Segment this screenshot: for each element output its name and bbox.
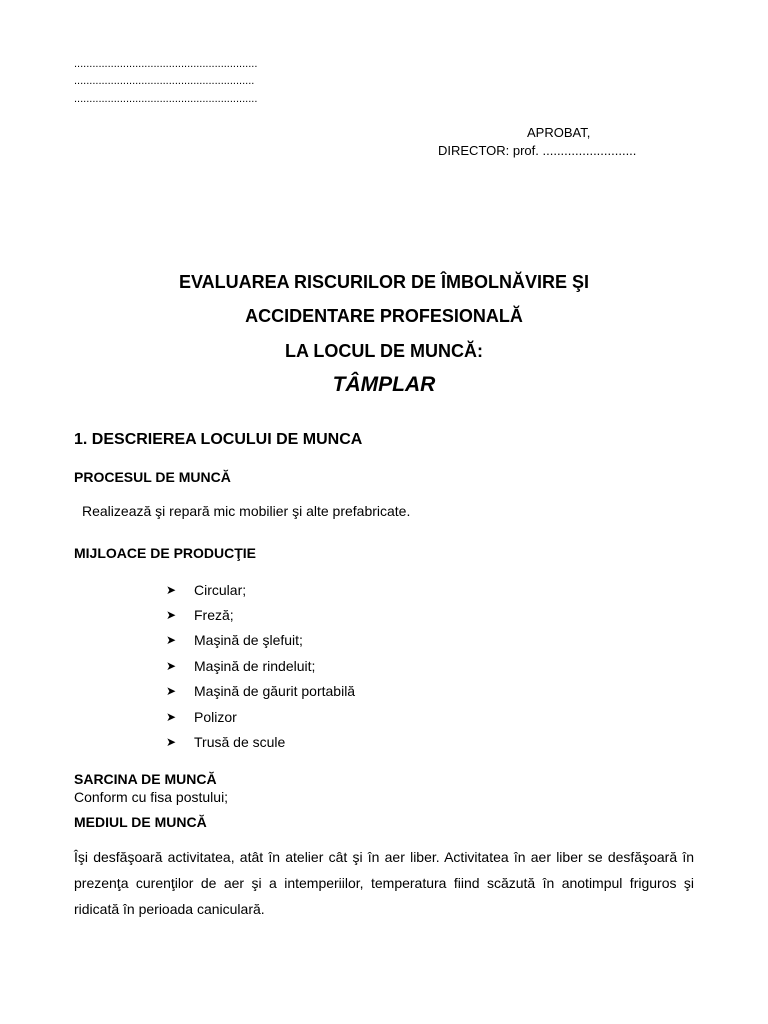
- section-heading: 1. DESCRIEREA LOCULUI DE MUNCA: [74, 431, 363, 448]
- process-text: Realizează şi repară mic mobilier şi alte prefabricate.: [82, 503, 411, 519]
- list-item-label: Trusă de scule: [194, 734, 286, 751]
- document-title-line-1: EVALUAREA RISCURILOR DE ÎMBOLNĂVIRE ŞI: [178, 272, 590, 292]
- signature-dot-line-1: ............................................................: [74, 58, 258, 70]
- director-label: DIRECTOR: prof. ..........................: [438, 143, 637, 158]
- task-text: Conform cu fisa postului;: [74, 789, 229, 805]
- list-item-label: Circular;: [194, 581, 247, 598]
- environment-paragraph: [74, 844, 694, 922]
- list-item: [166, 729, 355, 754]
- signature-dot-line-3: ............................................................: [74, 93, 258, 105]
- signature-dot-line-2: ...........................................................: [74, 75, 255, 87]
- arrowhead-bullet-icon: ➤: [166, 582, 177, 597]
- process-heading: PROCESUL DE MUNCĂ: [74, 469, 231, 485]
- environment-heading: MEDIUL DE MUNCĂ: [74, 814, 207, 830]
- arrowhead-bullet-icon: ➤: [166, 658, 177, 673]
- list-item: [166, 602, 355, 627]
- means-heading: MIJLOACE DE PRODUCŢIE: [74, 545, 257, 561]
- list-item-label: Maşină de rindeluit;: [194, 657, 316, 674]
- list-item: [166, 628, 355, 653]
- document-title-line-2: ACCIDENTARE PROFESIONALĂ: [245, 306, 523, 326]
- list-item: [166, 577, 355, 602]
- arrowhead-bullet-icon: ➤: [166, 608, 177, 623]
- list-item: [166, 679, 355, 704]
- job-title: TÂMPLAR: [332, 373, 436, 396]
- approved-label: APROBAT,: [527, 125, 591, 140]
- document-title-line-3: LA LOCUL DE MUNCĂ:: [285, 341, 483, 361]
- task-heading: SARCINA DE MUNCĂ: [74, 771, 217, 787]
- list-item-label: Maşină de şlefuit;: [194, 632, 303, 649]
- list-item-label: Polizor: [194, 708, 237, 725]
- arrowhead-bullet-icon: ➤: [166, 633, 177, 648]
- environment-text: Îşi desfăşoară activitatea, atât în atelier cât şi în aer liber. Activitatea în aer liber se desfăşoară în prezenţa curenţilor de aer şi a intemperiilor, temperatura fiind scăzută în anotimpul friguros şi ridicată în perioada caniculară.: [74, 849, 694, 917]
- list-item: [166, 704, 355, 729]
- list-item-label: Freză;: [194, 607, 234, 624]
- arrowhead-bullet-icon: ➤: [166, 709, 177, 724]
- list-item: [166, 653, 355, 678]
- arrowhead-bullet-icon: ➤: [166, 684, 177, 699]
- equipment-list: [166, 577, 355, 755]
- list-item-label: Maşină de găurit portabilă: [194, 683, 356, 700]
- arrowhead-bullet-icon: ➤: [166, 735, 177, 750]
